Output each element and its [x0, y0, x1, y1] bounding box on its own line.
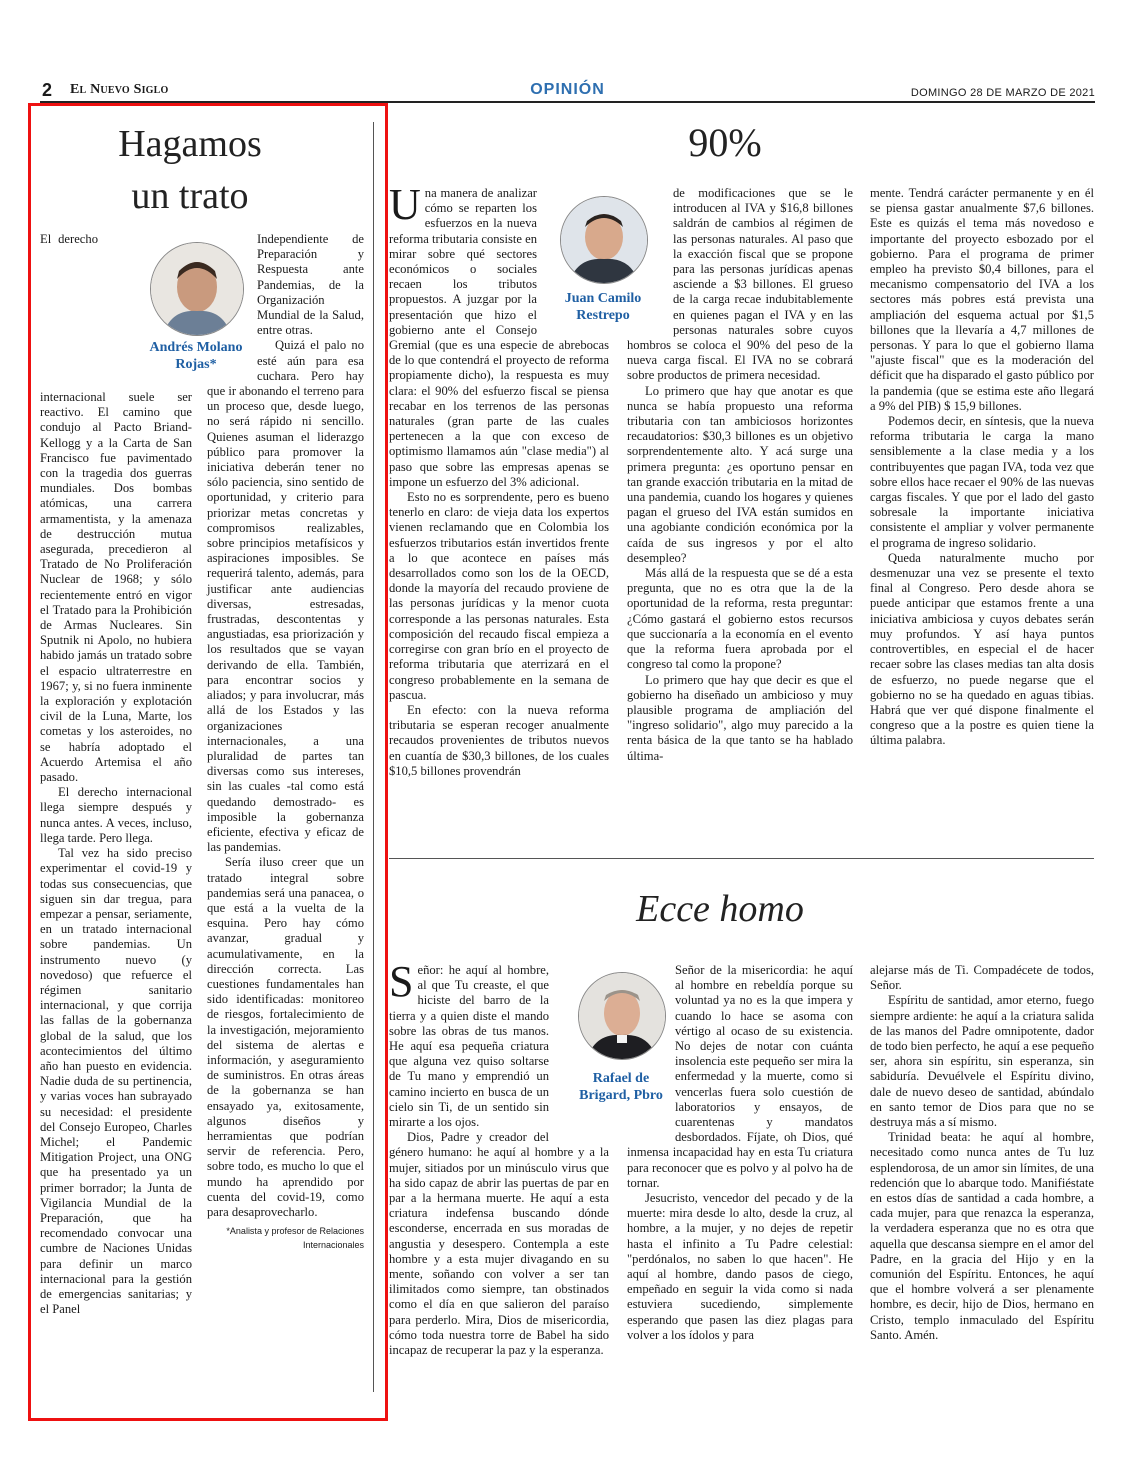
article3-col1-body: eñor: he aquí al hombre, al que Tu creaste, el que hiciste del barro de la tierra y a quien diste el mando sobre las obras de tus manos. He aquí esa pequeña criatura que alguna vez quiso soltarse de Tu mano y emprendió un camino incierto en busca de un cielo sin Ti, de un sentido sin mirarte a los ojos. — [389, 963, 549, 1130]
article2-author-line2: Restrepo — [576, 308, 630, 323]
article2-col3-paragraph-2: Podemos decir, en síntesis, que la nueva reforma tributaria le carga la mano sensiblemente a la clase media y a los contribuyentes que pagan IVA, toda vez que sobre ellos hace recaer el 90% de las nuevas cargas fiscales. Y que por el lado del gasto sobresale la importante iniciativa consistente el ampliar y volver permanente el programa de ingreso solidario. — [870, 414, 1094, 550]
article2-col1-paragraph-3: En efecto: con la nueva reforma tributaria se esperan recoger anualmente recaudos provenientes de tributos nuevos en cuantía de $30,3 billones, de los cuales $10,5 billones provendrán — [389, 702, 609, 778]
article3-col2-text: Señor de la misericordia: he aquí al hombre en rebeldía porque su voluntad ya no es la que impera y cuando lo hace se asoma con vértigo al ocaso de su existencia. No dejes de notar con cuánta insolencia este pequeño ser mira la enfermedad y la muerte, como si vencerlas fuera solo cuestión de laboratorios y ensayos, de cuarentenas y mandatos desbordados. Fíjate, oh Dios, qué inmensa incapacidad hay en esta Tu criatura para reconocer que es polvo y al polvo ha de tornar. — [627, 963, 853, 1190]
article2-col2-paragraph-2: Lo primero que hay que anotar es que nunca se había propuesto una reforma tributaria con tan ambiciosos horizontes recaudatorios: $30,3 billones es un objetivo sorprendentemente alto. Y acá surge una primera pregunta: ¿es oportuno pensar en tan grande exacción tributaria en la mitad de una pandemia, cuando los hogares y quienes pagan el grueso del IVA están sumidos en una agobiante condición económica por la caída de sus ingresos y por el alto desempleo? — [627, 383, 853, 565]
article1-col1-text: El derecho internacional suele ser reactivo. El camino que condujo al Pacto Briand-Kellogg y a la Carta de San Francisco fue pavimentado con la tragedia dos guerras mundiales. Dos bombas atómicas, una carrera armamentista, y la amenaza de destrucción mutua asegurada, precedieron al Tratado de No Proliferación Nuclear de 1968; y sólo recientemente entró en vigor el Tratado para la Prohibición de Armas Nucleares. Sin Sputnik ni Apolo, no hubiera habido jamás un tratado sobre el espacio ultraterrestre en 1967; y, si no fuera inminente la exploración y explotación civil de la Luna, Marte, los cometas y los asteroides, no se habría adoptado el Acuerdo Artemisa el año pasado. — [40, 232, 192, 785]
article2-author-line1: Juan Camilo — [564, 291, 642, 306]
article-divider — [389, 858, 1094, 859]
article1-title — [40, 118, 340, 222]
article1-title-line2: un trato — [131, 175, 249, 217]
issue-date: DOMINGO 28 DE MARZO DE 2021 — [910, 87, 1095, 99]
article1-col2-text: Independiente de Preparación y Respuesta ante Pandemias, de la Organización Mundial de la Salud, entre otras. — [257, 232, 364, 338]
article3-column-3 — [870, 963, 1094, 1343]
article1-footnote: *Analista y profesor de Relaciones Internacionales — [226, 1226, 364, 1251]
article1-column-1 — [40, 232, 192, 1317]
article3-col1-paragraph-2: Dios, Padre y creador del género humano: he aquí al hombre y a la mujer, sitiados por un minúsculo virus que ha sido capaz de abrir las puertas de par en par a la hermana muerte. He aquí a esta criatura indefensa buscando dónde esconderse, encerrada en sus moradas de angustia y desespero. Contempla a este hombre y a esta mujer divagando en su mente, soñando con volver a ser tan ilimitados como siempre, tan obstinados como el día en que salieron del paraíso para perderlo. Mira, Dios de misericordia, cómo toda nuestra torre de Babel ha sido incapaz de recuperar la paz y la esperanza. — [389, 1130, 609, 1358]
article2-col1-text: Una manera de analizar cómo se reparten los esfuerzos en la nueva reforma tributaria consiste en mirar sobre qué sectores económicos o sociales recaen los tributos propuestos. A juzgar por la presentación que hizo el gobierno ante el Consejo Gremial (que es una especie de abrebocas de lo que contendrá el proyecto de reforma propiamente dicho), la respuesta es muy clara: el 90% del esfuerzo fiscal se piensa recabar en los terrenos de las personas naturales (gran parte de las cuales pertenecen a la que con exceso de optimismo llamamos aún "clase media") al paso que sobre las empresas apenas se impone un esfuerzo del 3% adicional. — [389, 180, 609, 489]
article2-col2-text: de modificaciones que se le introducen al IVA y $16,8 billones saldrán de cambios al régimen de las personas naturales. Al paso que la exacción fiscal que se propone para las personas jurídicas apenas asciende a $3 billones. El grueso de la carga recae indubitablemente en quienes pagan el IVA y en las personas naturales sobre cuyos hombros se coloca el 90% del peso de la nueva carga fiscal. El IVA no se cobrará sobre productos de primera necesidad. — [627, 186, 853, 383]
article3-col2-paragraph-2: Jesucristo, vencedor del pecado y de la muerte: mira desde lo alto, desde la cruz, al hombre, a la mujer, y no dejes de repetir hasta el infinito a Tu Padre celestial: "perdónalos, no saben lo que hacen". He aquí al hombre, dando pasos de ciego, empeñado en seguir la vida como si nada estuviera sucediendo, simplemente esperando que pasen las diez plagas para volver a los ídolos y para — [627, 1191, 853, 1342]
article2-col2-paragraph-4: Lo primero que hay que decir es que el gobierno ha diseñado un ambicioso y muy plausible programa de ampliación del "ingreso solidario", algo muy parecido a la renta básica de la que tanto se ha hablado última- — [627, 672, 853, 763]
article3-author-line2: Brigard, Pbro — [579, 1088, 663, 1103]
article1-author-line1: Andrés Molano — [149, 340, 243, 355]
article1-author-line2: Rojas* — [175, 357, 217, 372]
article2-col3-paragraph-3: Queda naturalmente mucho por desmenuzar una vez se presente el texto final al Congreso. Pero desde ahora se puede anticipar que estamos frente a una iniciativa ambiciosa y cuyos debates serán muy profundos. Y así haya puntos controvertibles, en especial el de hacer recaer sobre las clases medias tan alta dosis de esfuerzo, no puede negarse que el gobierno no se ha quedado en aguas tibias. Habrá que ver qué dispone finalmente el congreso que a la postre es quien tiene la última palabra. — [870, 550, 1094, 748]
page-number: 2 — [42, 80, 53, 100]
article2-col2-paragraph-3: Más allá de la respuesta que se dé a esta pregunta, que no es otra que la de la oportunidad de la reforma, resta preguntar: ¿Cómo gastará el gobierno estos recursos que succionaría a la economía en el evento que la reforma fuera aprobada por el congreso tal como la propone? — [627, 566, 853, 672]
article1-side-rule — [373, 122, 374, 1392]
article3-title: Ecce homo — [636, 888, 804, 930]
article3-col3-paragraph-2: Espíritu de santidad, amor eterno, fuego siempre ardiente: he aquí a la criatura salida de las manos del Padre omnipotente, dador de todo bien perfecto, he aquí a ese pequeño ser, ahora sin espíritu, sin esperanza, sin sabiduría. Devuélvele el Espíritu divino, dale de nuevo deseo de santidad, abúndalo en santo temor de Dios para que no se destruya más a sí mismo. — [870, 993, 1094, 1130]
article3-column-2 — [627, 963, 853, 1343]
article2-column-3 — [870, 186, 1094, 749]
article2-col3-text: mente. Tendrá carácter permanente y en él se piensa gastar anualmente $7,6 billones. Este es quizás el tema más novedoso e importante del proyecto esbozado por el gobierno. Para el programa de primer empleo ha previsto $0,4 billones, para el mecanismo compensatorio del IVA a los sectores más pobres está prevista una ampliación del esquema actual por $1,5 billones que la llevaría a 4,7 millones de personas. Y para lo que el gobierno llama "ajuste fiscal" que es la moderación del déficit que ha disparado el gasto público por la pandemia (que se estima este año llegará a 9% del PIB) $ 15,9 billones. — [870, 186, 1094, 413]
newspaper-name: El Nuevo Siglo — [70, 82, 169, 97]
article2-title: 90% — [688, 120, 762, 165]
article1-title-line1: Hagamos — [118, 123, 262, 165]
article3-column-1 — [389, 957, 609, 1358]
article3-col1-text: Señor: he aquí al hombre, al que Tu creaste, el que hiciste del barro de la tierra y a quien diste el mando sobre las obras de tus manos. He aquí esa pequeña criatura que alguna vez quiso soltarse de Tu mano y emprendió un camino incierto en busca de un cielo sin Ti, de un sentido sin mirarte a los ojos. — [389, 957, 549, 1130]
article1-col2-paragraph-2: Quizá el palo no esté aún para esa cuchara. Pero hay que ir abonando el terreno para un proceso que, desde luego, no será rápido ni sencillo. Quienes asuman el liderazgo público para promover la iniciativa deberán tener no sólo paciencia, sino sentido de oportunidad, y criterio para priorizar metas concretas y compromisos realizables, sobre principios metafísicos y aspiraciones imposibles. Se requerirá talento, además, para justificar ante audiencias diversas, estresadas, frustradas, descontentas y angustiadas, esa priorización y los resultados que se vayan derivando de ella. También, para encontrar socios y aliados; y para involucrar, más allá de los Estados y las organizaciones internacionales, a una pluralidad de partes tan diversas como sus intereses, sin las cuales -tal como está quedando demostrado- es imposible la gobernanza eficiente, efectiva y eficaz de las pandemias. — [207, 338, 364, 855]
article3-author-line1: Rafael de — [592, 1071, 650, 1086]
article3-col3-text: alejarse más de Ti. Compadécete de todos, Señor. — [870, 963, 1094, 993]
article2-column-2 — [627, 186, 853, 764]
section-title: OPINIÓN — [530, 81, 605, 98]
article1-column-2 — [207, 232, 364, 1252]
article2-column-1 — [389, 180, 609, 779]
article2-col1-paragraph-2: Esto no es sorprendente, pero es bueno tenerlo en claro: de vieja data los expertos vienen reclamando que en Colombia los esfuerzos tributarios están invertidos frente a lo que acontece en países más desarrollados como son los de la OECD, donde la mayoría del recaudo proviene de las personas jurídicas y la menor cuota corresponde a las personas naturales. Esta composición del recaudo fiscal empieza a corregirse con gran brío en el proyecto de reforma tributaria que aterrizará en el congreso probablemente en la semana de pascua. — [389, 490, 609, 702]
article2-col1-body: na manera de analizar cómo se reparten los esfuerzos en la nueva reforma tributaria consiste en mirar sobre qué sectores económicos o sociales recaen los tributos propuestos. A juzgar por la presentación que hizo el gobierno ante el Consejo Gremial (que es una especie de abrebocas de lo que contendrá el proyecto de reforma propiamente dicho), la respuesta es muy clara: el 90% del esfuerzo fiscal se piensa recabar en los terrenos de las personas naturales (gran parte de las cuales pertenecen a la que con exceso de optimismo llamamos aún "clase media") al paso que sobre las empresas apenas se impone un esfuerzo del 3% adicional. — [389, 186, 609, 489]
article1-col2-paragraph-3: Sería iluso creer que un tratado integral sobre pandemias será una panacea, o que está a la vuelta de la esquina. Pero hay cómo avanzar, gradual y acumulativamente, en la dirección correcta. Las cuestiones fundamentales han sido identificadas: monitoreo de riesgos, fortalecimiento de la investigación, mejoramiento del sistema de alertas e información, y aseguramiento de suministros. En otras áreas de la gobernanza se han ensayado ya, exitosamente, algunos diseños y herramientas que podrían servir de referencia. Pero, sobre todo, es mucho lo que el mundo ha aprendido por cuenta del covid-19, como para desaprovecharlo. — [207, 855, 364, 1219]
article1-col1-paragraph-2: El derecho internacional llega siempre después y nunca antes. A veces, incluso, llega tarde. Pero llega. — [40, 785, 192, 845]
article3-col3-paragraph-3: Trinidad beata: he aquí al hombre, necesitado como nunca antes de Tu luz esplendorosa, de un amor sin límites, de una redención que lo abarque todo. Manifiéstate en estos días de santidad a cada hombre, a cada mujer, para que renazca la esperanza, la verdadera esperanza que no es otra que aquella que descansa siempre en el amor del Padre, en la gracia del Hijo y en la comunión del Espíritu. Entonces, he aquí que el hombre volverá a ser plenamente hombre, es decir, hijo de Dios, hermano en Cristo, templo inmaculado del Espíritu Santo. Amén. — [870, 1130, 1094, 1342]
article1-col1-paragraph-3: Tal vez ha sido preciso experimentar el covid-19 y todas sus consecuencias, que siguen sin dar tregua, para empezar a pensar, seriamente, en un tratado internacional sobre pandemias. Un instrumento nuevo (y novedoso) que refuerce el régimen sanitario internacional, y que corrija las fallas de la gobernanza global de la salud, que los acontecimientos del último año han puesto en evidencia. Nadie duda de su pertinencia, y varias voces han subrayado su necesidad: el presidente del Consejo Europeo, Charles Michel; el Pandemic Mitigation Project, una ONG que ha presentado ya un primer borrador; la Junta de Vigilancia Mundial de la Preparación, que ha recomendado convocar una cumbre de Naciones Unidas para definir un marco internacional para la gestión de emergencias sanitarias; y el Panel — [40, 846, 192, 1317]
